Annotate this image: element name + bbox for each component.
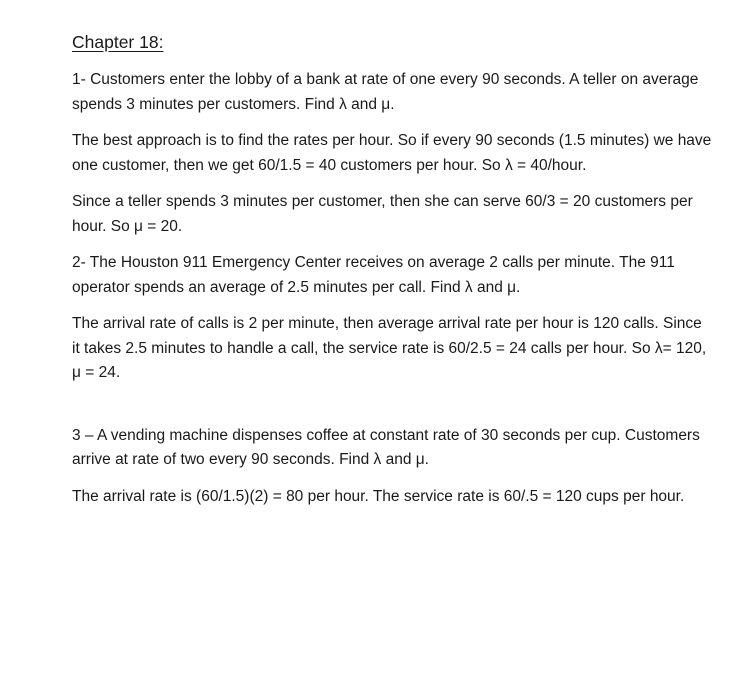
document-page — [72, 30, 712, 521]
chapter-title: Chapter 18: — [72, 32, 164, 52]
problem-2-statement: 2- The Houston 911 Emergency Center receives on average 2 calls per minute. The 911 operator spends an average of 2.5 minutes per call. Find λ and μ. — [72, 254, 675, 296]
problem-3-solution: The arrival rate is (60/1.5)(2) = 80 per hour. The service rate is 60/.5 = 120 cups per hour. — [72, 487, 685, 505]
problem-1-solution-mu: Since a teller spends 3 minutes per customer, then she can serve 60/3 = 20 customers per hour. So μ = 20. — [72, 193, 693, 235]
problem-2-solution: The arrival rate of calls is 2 per minute, then average arrival rate per hour is 120 calls. Since it takes 2.5 minutes to handle a call, the service rate is 60/2.5 = 24 calls per hour. So λ= 120, μ = 24. — [72, 315, 707, 381]
problem-1-statement: 1- Customers enter the lobby of a bank at rate of one every 90 seconds. A teller on average spends 3 minutes per customers. Find λ and μ. — [72, 71, 699, 113]
problem-3-statement: 3 – A vending machine dispenses coffee at constant rate of 30 seconds per cup. Customers arrive at rate of two every 90 seconds. Find λ and μ. — [72, 426, 700, 468]
problem-1-solution-lambda: The best approach is to find the rates per hour. So if every 90 seconds (1.5 minutes) we have one customer, then we get 60/1.5 = 40 customers per hour. So λ = 40/hour. — [72, 132, 712, 174]
